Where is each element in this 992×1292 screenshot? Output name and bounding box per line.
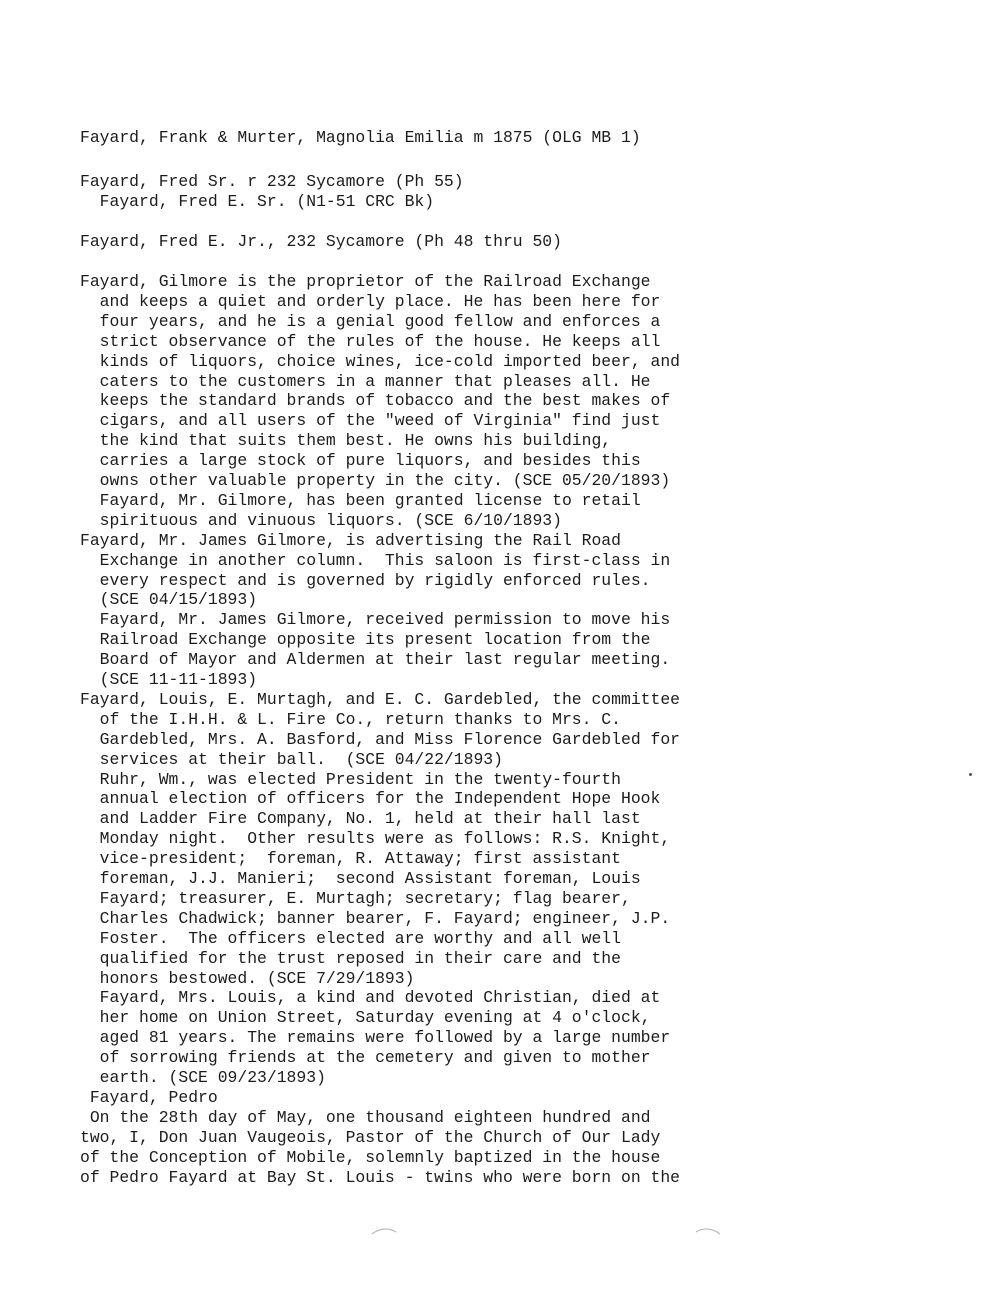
text-line: the kind that suits them best. He owns his building, [80,431,612,451]
text-line: cigars, and all users of the "weed of Virginia" find just [80,411,661,431]
text-line: Railroad Exchange opposite its present location from the [80,630,651,650]
text-line: Fayard, Mr. James Gilmore, received permission to move his [80,610,671,630]
scan-speck [969,773,972,776]
scan-mark-right [694,1226,722,1236]
text-line: spirituous and vinuous liquors. (SCE 6/10/1893) [80,510,562,530]
text-line: of sorrowing friends at the cemetery and given to mother [80,1048,651,1068]
text-line: Foster. The officers elected are worthy and all well [80,928,621,948]
text-line: owns other valuable property in the city. (SCE 05/20/1893) [80,471,671,490]
text-line: On the 28th day of May, one thousand eighteen hundred and [80,1107,651,1127]
text-line: of the Conception of Mobile, solemnly baptized in the house [80,1147,661,1167]
text-line: Fayard, Pedro [80,1087,218,1107]
text-line: and keeps a quiet and orderly place. He has been here for [80,291,661,311]
text-line: Fayard, Louis, E. Murtagh, and E. C. Gardebled, the committee [80,689,680,709]
text-line: Exchange in another column. This saloon is first-class in [80,550,671,570]
text-line: honors bestowed. (SCE 7/29/1893) [80,968,415,988]
text-line: Ruhr, Wm., was elected President in the twenty-fourth [80,769,621,789]
text-line: keeps the standard brands of tobacco and the best makes of [80,391,671,411]
text-line: and Ladder Fire Company, No. 1, held at their hall last [80,809,641,829]
text-line: earth. (SCE 09/23/1893) [80,1068,326,1087]
text-line: of Pedro Fayard at Bay St. Louis - twins who were born on the [80,1167,680,1187]
text-line: Fayard, Fred Sr. r 232 Sycamore (Ph 55) [80,172,464,191]
text-line: Fayard, Gilmore is the proprietor of the Railroad Exchange [80,272,651,291]
text-line: Board of Mayor and Aldermen at their last regular meeting. [80,650,671,670]
text-line: Fayard, Fred E. Jr., 232 Sycamore (Ph 48 thru 50) [80,232,562,251]
text-line: Fayard, Frank & Murter, Magnolia Emilia m 1875 (OLG MB 1) [80,128,641,147]
text-line: Charles Chadwick; banner bearer, F. Fayard; engineer, J.P. [80,908,671,928]
text-line: Fayard, Mr. Gilmore, has been granted license to retail [80,490,641,510]
text-line: kinds of liquors, choice wines, ice-cold imported beer, and [80,351,680,371]
text-line: of the I.H.H. & L. Fire Co., return thanks to Mrs. C. [80,709,621,729]
text-line: services at their ball. (SCE 04/22/1893) [80,749,503,769]
text-line: strict observance of the rules of the house. He keeps all [80,331,661,351]
text-line: caters to the customers in a manner that pleases all. He [80,371,651,391]
text-line: qualified for the trust reposed in their care and the [80,948,621,968]
text-line: Fayard, Fred E. Sr. (N1-51 CRC Bk) [80,191,435,211]
text-line: Fayard, Mrs. Louis, a kind and devoted Christian, died at [80,988,661,1008]
text-line: foreman, J.J. Manieri; second Assistant foreman, Louis [80,869,641,888]
scan-mark-left [370,1226,398,1236]
text-line: (SCE 11-11-1893) [80,670,258,689]
text-line: (SCE 04/15/1893) [80,590,258,610]
text-line: annual election of officers for the Independent Hope Hook [80,789,661,809]
text-line: Monday night. Other results were as follows: R.S. Knight, [80,829,671,849]
text-line: every respect and is governed by rigidly enforced rules. [80,570,651,590]
text-line: Fayard; treasurer, E. Murtagh; secretary; flag bearer, [80,888,631,908]
text-line: two, I, Don Juan Vaugeois, Pastor of the Church of Our Lady [80,1127,661,1147]
text-line: vice-president; foreman, R. Attaway; first assistant [80,849,621,869]
text-line: carries a large stock of pure liquors, and besides this [80,451,641,471]
text-line: aged 81 years. The remains were followed by a large number [80,1028,671,1048]
text-line: Fayard, Mr. James Gilmore, is advertising the Rail Road [80,530,621,550]
text-line: her home on Union Street, Saturday evening at 4 o'clock, [80,1008,651,1028]
text-line: Gardebled, Mrs. A. Basford, and Miss Florence Gardebled for [80,729,680,749]
text-line: four years, and he is a genial good fellow and enforces a [80,311,661,331]
